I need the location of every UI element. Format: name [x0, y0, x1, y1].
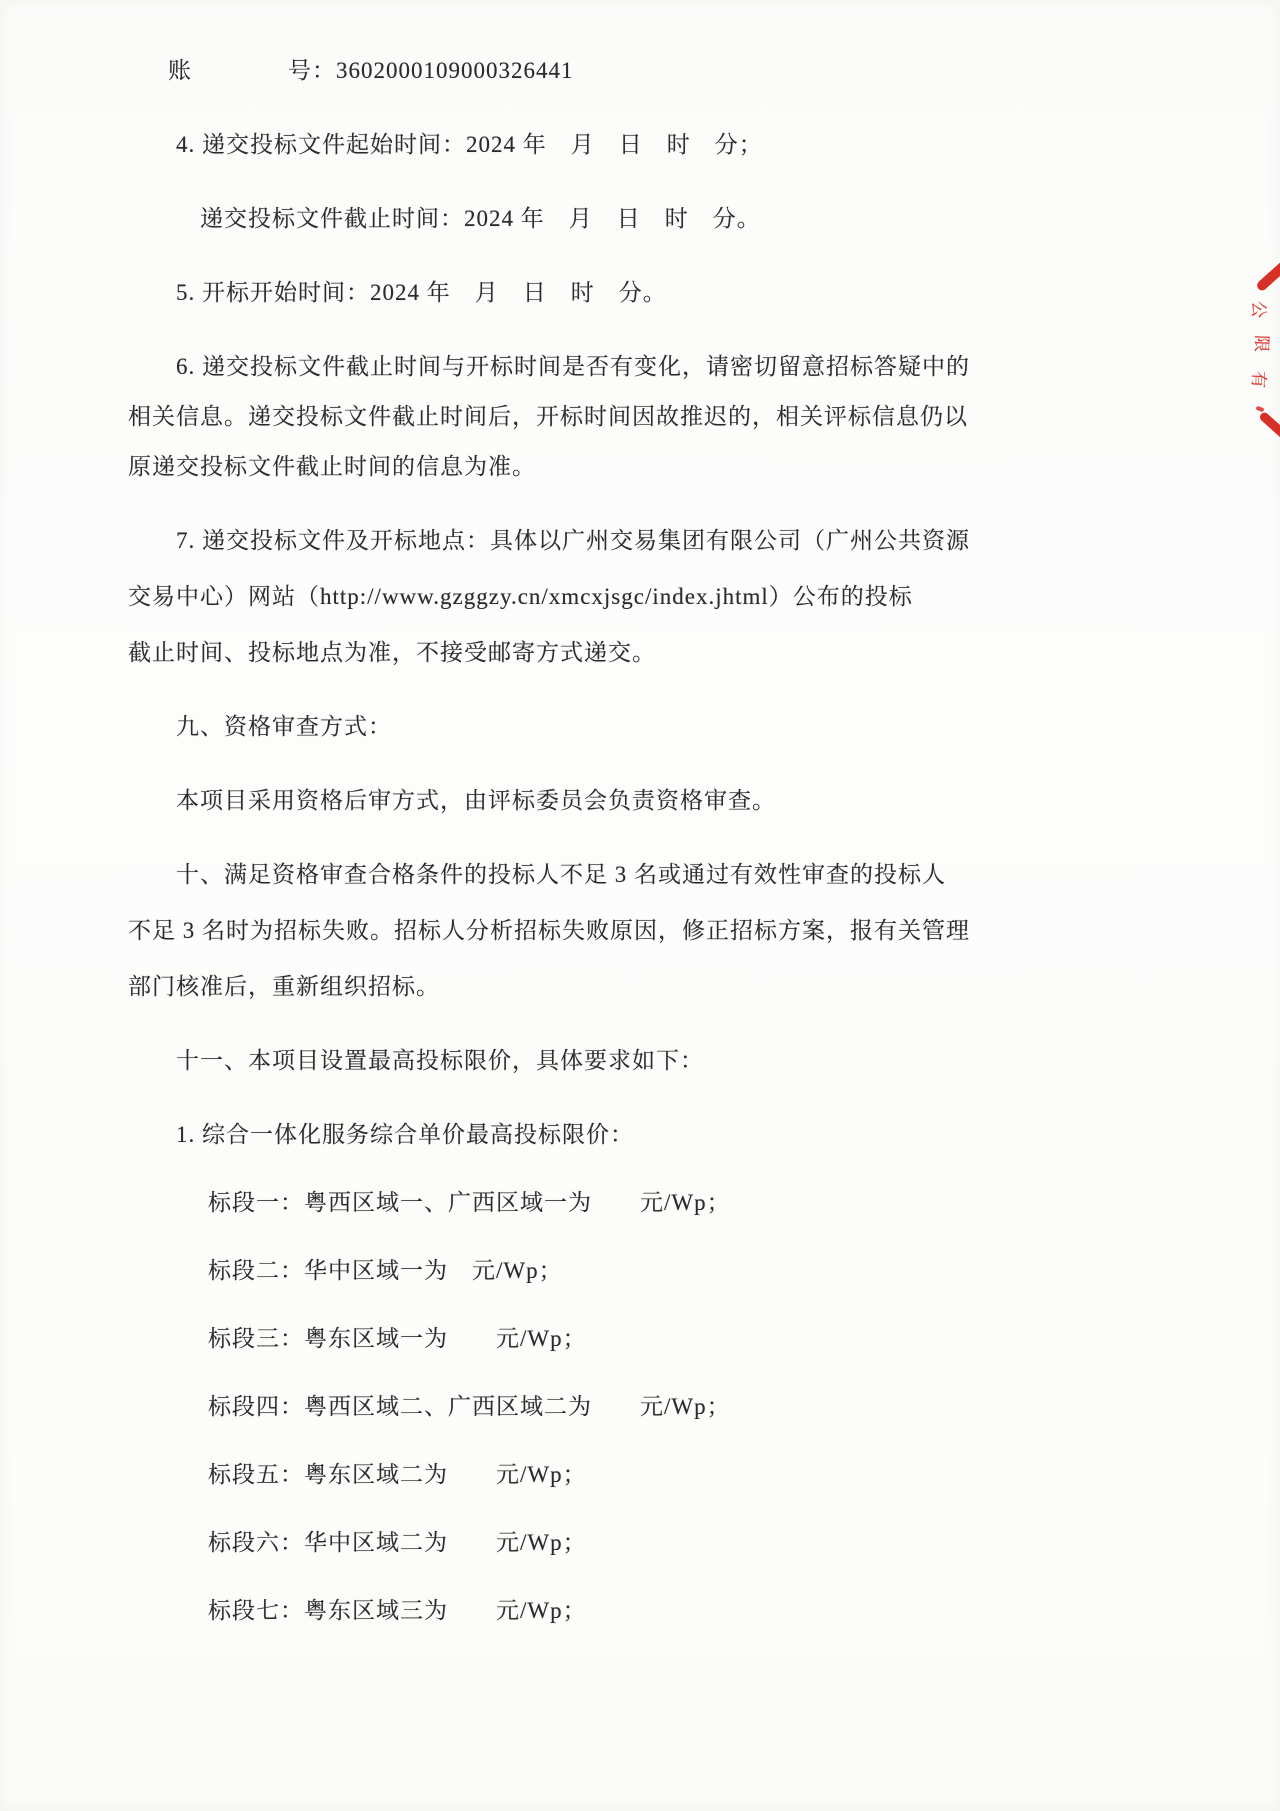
document-line: 原递交投标文件截止时间的信息为准。 [128, 454, 536, 479]
document-line: 账 号：3602000109000326441 [168, 58, 574, 83]
document-line: 交易中心）网站（http://www.gzggzy.cn/xmcxjsgc/index.jhtml）公布的投标 [128, 584, 913, 609]
document-line: 截止时间、投标地点为准，不接受邮寄方式递交。 [128, 640, 656, 665]
seal-character: 限 [1251, 334, 1272, 353]
document-line: 6. 递交投标文件截止时间与开标时间是否有变化，请密切留意招标答疑中的 [176, 354, 970, 379]
document-line: 本项目采用资格后审方式，由评标委员会负责资格审查。 [176, 788, 776, 813]
document-line: 十一、本项目设置最高投标限价，具体要求如下： [176, 1048, 704, 1073]
document-line: 5. 开标开始时间：2024 年 月 日 时 分。 [176, 280, 667, 305]
document-line: 不足 3 名时为招标失败。招标人分析招标失败原因，修正招标方案，报有关管理 [128, 918, 970, 943]
document-line: 标段七：粤东区域三为 元/Wp； [208, 1598, 587, 1623]
document-line: 标段一：粤西区域一、广西区域一为 元/Wp； [208, 1190, 731, 1215]
document-line: 相关信息。递交投标文件截止时间后，开标时间因故推迟的，相关评标信息仍以 [128, 404, 968, 429]
document-line: 部门核准后，重新组织招标。 [128, 974, 440, 999]
document-line: 标段四：粤西区域二、广西区域二为 元/Wp； [208, 1394, 731, 1419]
document-line: 十、满足资格审查合格条件的投标人不足 3 名或通过有效性审查的投标人 [176, 862, 946, 887]
seal-character: 公 [1248, 300, 1269, 319]
document-line: 1. 综合一体化服务综合单价最高投标限价： [176, 1122, 634, 1147]
document-line: 递交投标文件截止时间：2024 年 月 日 时 分。 [200, 206, 761, 231]
document-line: 标段六：华中区域二为 元/Wp； [208, 1530, 587, 1555]
document-line: 标段二：华中区域一为 元/Wp； [208, 1258, 563, 1283]
document-line: 九、资格审查方式： [176, 714, 392, 739]
document-line: 7. 递交投标文件及开标地点：具体以广州交易集团有限公司（广州公共资源 [176, 528, 970, 553]
seal-character: 有 [1248, 370, 1269, 389]
document-line: 标段五：粤东区域二为 元/Wp； [208, 1462, 587, 1487]
document-line: 4. 递交投标文件起始时间：2024 年 月 日 时 分； [176, 132, 763, 157]
document-line: 标段三：粤东区域一为 元/Wp； [208, 1326, 587, 1351]
